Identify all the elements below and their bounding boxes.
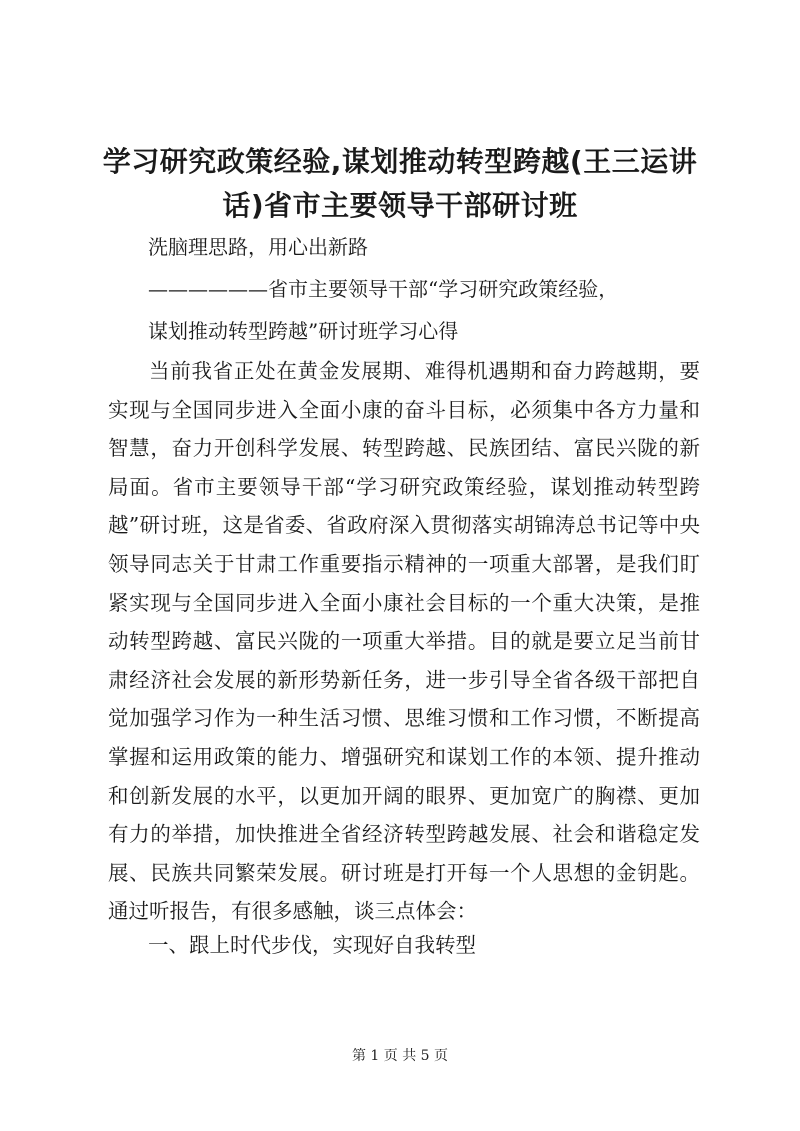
- page-footer: 第 1 页 共 5 页: [351, 1048, 449, 1064]
- subtitle-line: ——————省市主要领导干部“学习研究政策经验，: [148, 277, 619, 301]
- document-title: 学习研究政策经验,谋划推动转型跨越(王三运讲话)省市主要领导干部研讨班: [102, 145, 698, 222]
- section-heading: 一、跟上时代步伐，实现好自我转型: [148, 933, 476, 957]
- subtitle-line: 洗脑理思路，用心出新路: [148, 235, 368, 259]
- subtitle-line: 谋划推动转型跨越”研讨班学习心得: [148, 319, 459, 343]
- body-paragraph: 当前我省正处在黄金发展期、难得机遇期和奋力跨越期，要实现与全国同步进入全面小康的奋斗目标，必须集中各方力量和智慧，奋力开创科学发展、转型跨越、民族团结、富民兴陇的新局面。省市主要领导干部“学习研究政策经验，谋划推动转型跨越”研讨班，这是省委、省政府深入贯彻落实胡锦涛总书记等中央领导同志关于甘肃工作重要指示精神的一项重大部署，是我们盯紧实现与全国同步进入全面小康社会目标的一个重大决策，是推动转型跨越、富民兴陇的一项重大举措。目的就是要立足当前甘肃经济社会发展的新形势新任务，进一步引导全省各级干部把自觉加强学习作为一种生活习惯、思维习惯和工作习惯，不断提高掌握和运用政策的能力、增强研究和谋划工作的本领、提升推动和创新发展的水平，以更加开阔的眼界、更加宽广的胸襟、更加有力的举措，加快推进全省经济转型跨越发展、社会和谐稳定发展、民族共同繁荣发展。研讨班是打开每一个人思想的金钥匙。通过听报告，有很多感触，谈三点体会：: [108, 359, 700, 924]
